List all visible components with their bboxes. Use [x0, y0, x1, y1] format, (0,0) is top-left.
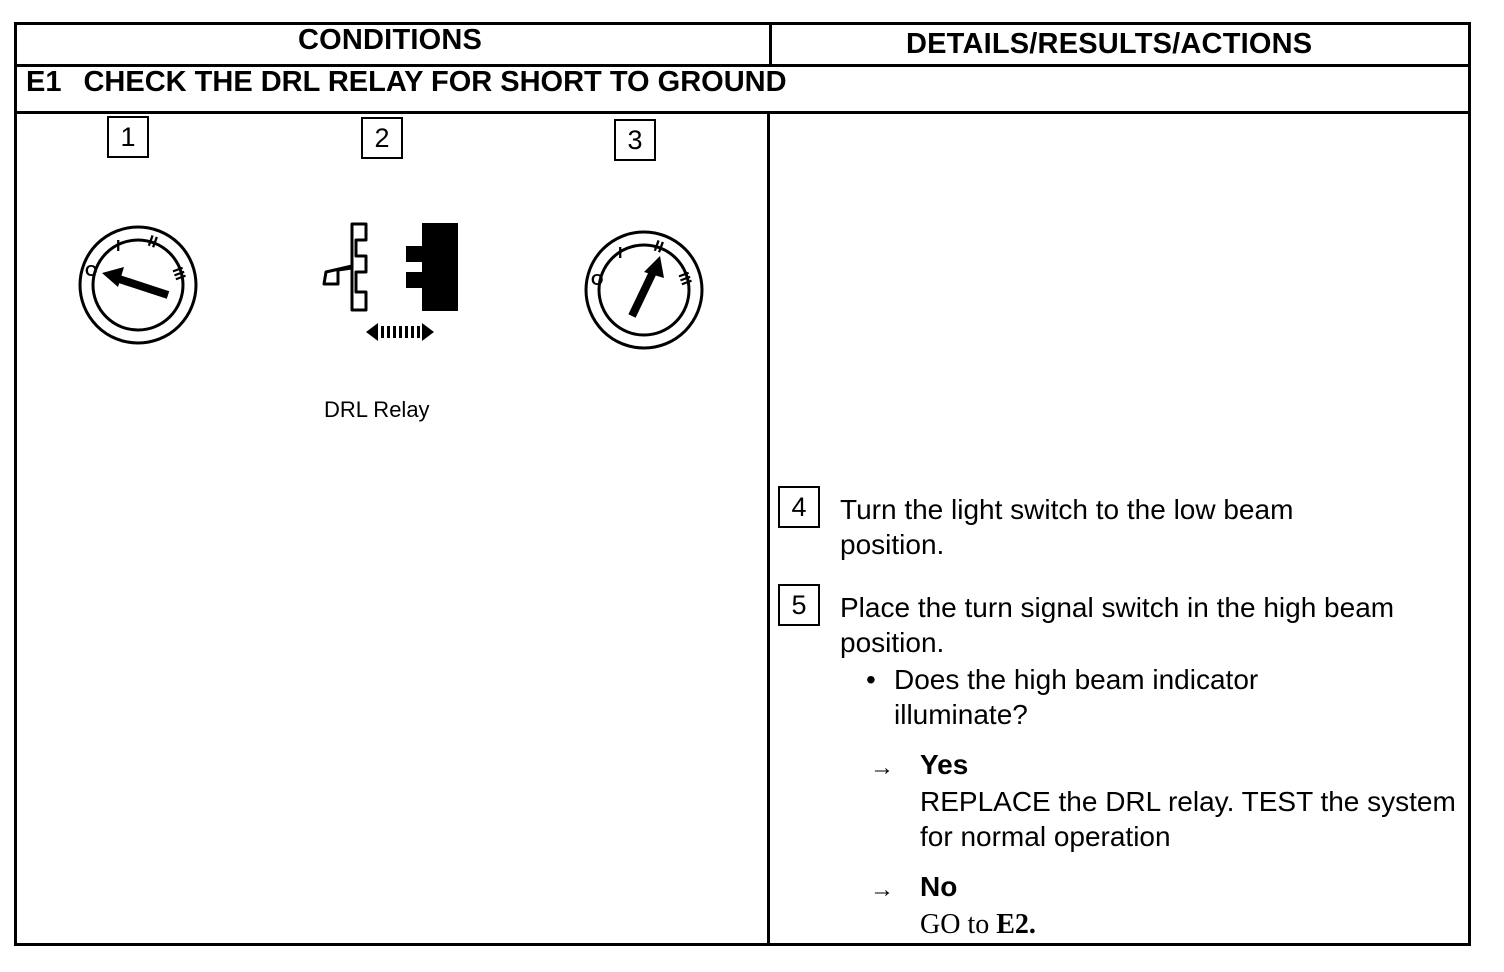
light-switch-low-beam-icon: [582, 228, 708, 354]
question-bullet: •: [866, 664, 876, 695]
yes-arrow-icon: →: [870, 754, 894, 781]
switch-mark-i: I: [116, 238, 121, 255]
switch-mark-ii: II: [651, 237, 666, 257]
drl-relay-disconnect-icon: [318, 220, 466, 352]
no-action-prefix: GO to: [920, 909, 997, 940]
question-text: Does the high beam indicator illuminate?: [894, 664, 1259, 730]
yes-label: Yes: [920, 749, 969, 780]
no-arrow-icon: →: [870, 876, 894, 903]
step-4-box: 4: [778, 486, 820, 528]
step-4-text: Turn the light switch to the low beam position.: [840, 494, 1294, 560]
no-label: No: [920, 871, 958, 902]
step-1-box: 1: [107, 116, 149, 158]
section-code: E1: [26, 66, 62, 98]
switch-mark-iii: III: [674, 269, 695, 288]
column-divider-top: [769, 22, 772, 66]
conditions-header: CONDITIONS: [298, 24, 483, 56]
switch-mark-ii: II: [145, 232, 160, 252]
section-title: [26, 66, 787, 99]
step-5-box: 5: [778, 584, 820, 626]
switch-mark-iii: III: [168, 264, 189, 283]
column-divider-body: [767, 111, 770, 946]
drl-relay-caption: DRL Relay: [324, 397, 430, 422]
step-2-box: 2: [361, 117, 403, 159]
switch-mark-i: I: [618, 245, 623, 262]
yes-action: REPLACE the DRL relay. TEST the system for normal operation: [920, 786, 1456, 852]
no-action: [920, 907, 1460, 942]
section-divider: [14, 111, 1471, 114]
step-3-box: 3: [614, 119, 656, 161]
step-5-text: Place the turn signal switch in the high beam position.: [840, 592, 1395, 658]
section-title-text: CHECK THE DRL RELAY FOR SHORT TO GROUND: [83, 66, 787, 98]
no-action-target: E2.: [996, 909, 1036, 940]
light-switch-off-icon: [76, 223, 202, 349]
switch-mark-o: O: [85, 263, 98, 280]
details-header: DETAILS/RESULTS/ACTIONS: [906, 28, 1313, 60]
switch-mark-o: O: [591, 272, 604, 289]
